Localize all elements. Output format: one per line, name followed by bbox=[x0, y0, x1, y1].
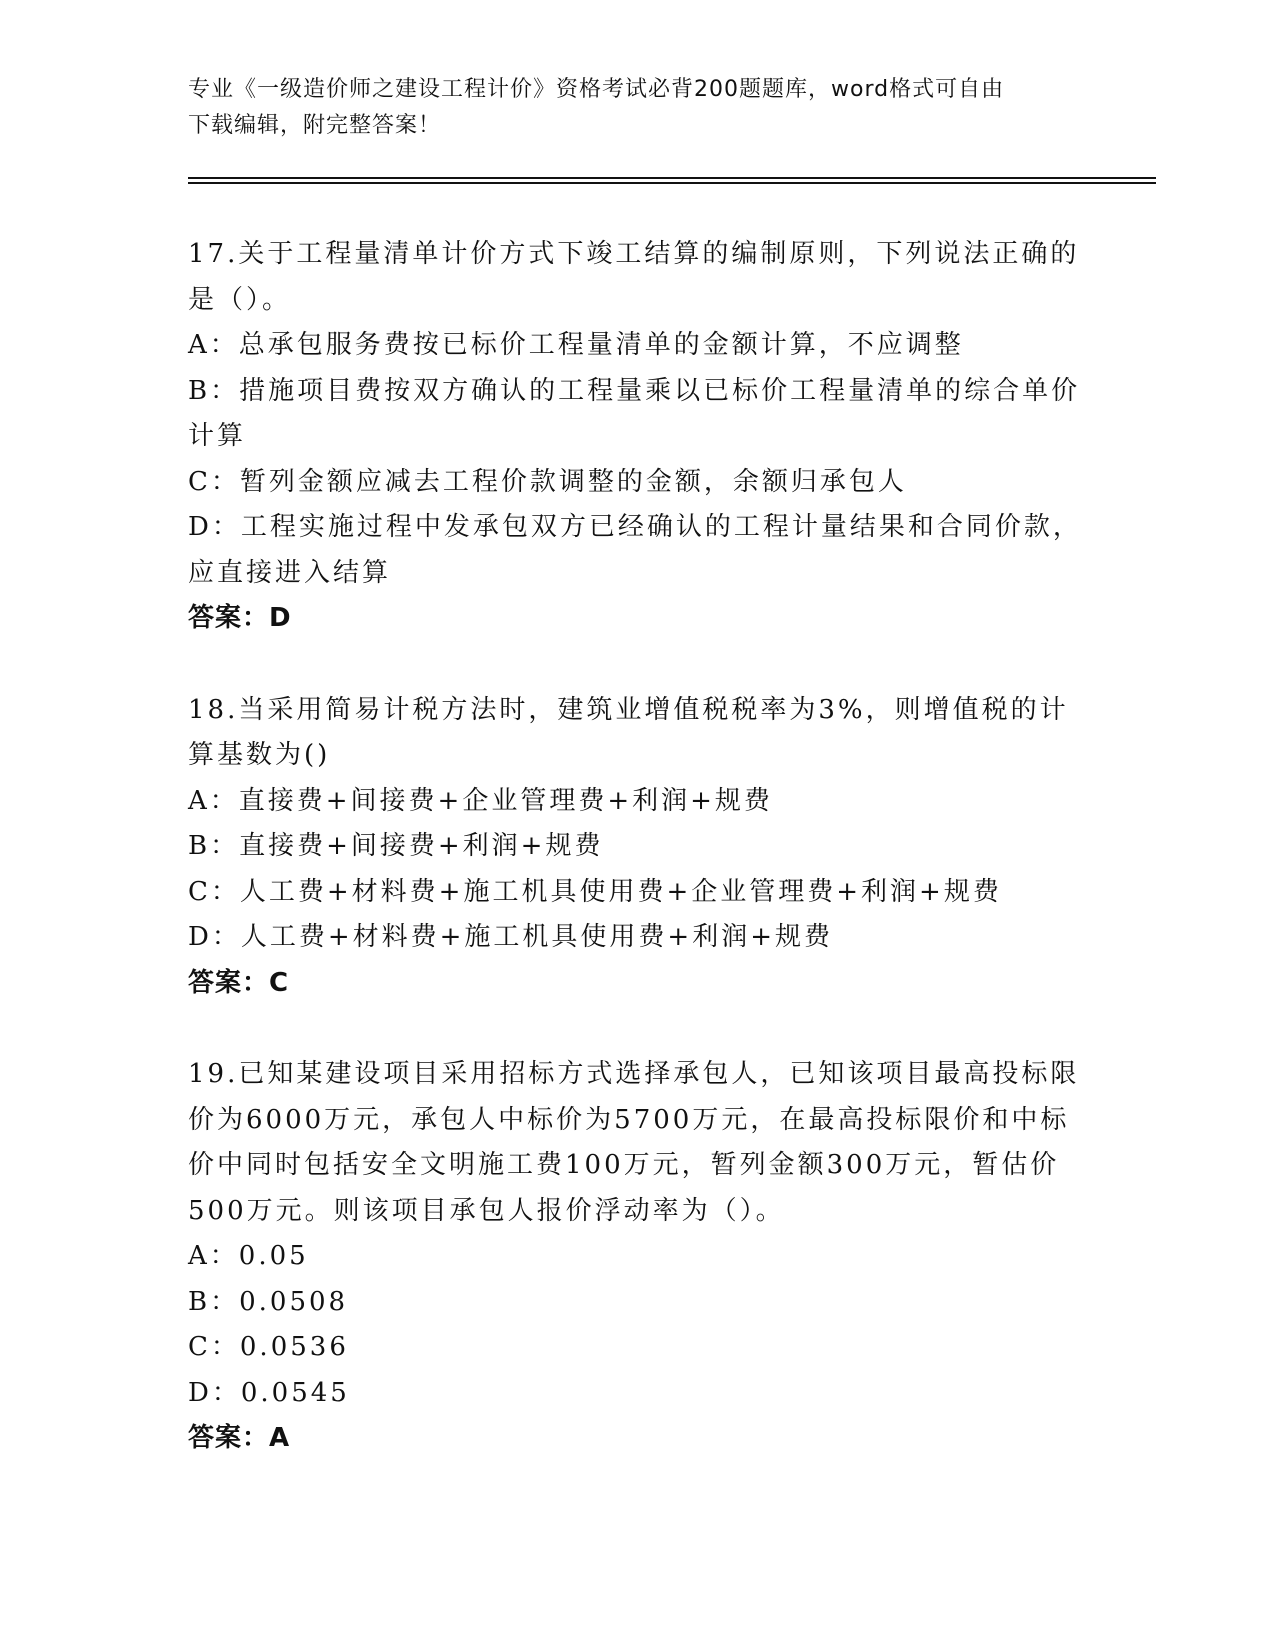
question-17 bbox=[188, 232, 1088, 642]
header-line-1: 专业《一级造价师之建设工程计价》资格考试必背200题题库，word格式可自由 bbox=[188, 77, 1005, 102]
question-stem-line: 算基数为() bbox=[188, 740, 331, 770]
question-stem-line: 18.当采用简易计税方法时，建筑业增值税税率为3%，则增值税的计 bbox=[188, 694, 1069, 725]
header-divider-bottom bbox=[188, 182, 1156, 184]
question-19 bbox=[188, 1052, 1088, 1462]
option-c: C：人工费+材料费+施工机具使用费+企业管理费+利润+规费 bbox=[188, 876, 1002, 907]
answer-label: 答案：D bbox=[188, 603, 292, 633]
question-stem-line: 500万元。则该项目承包人报价浮动率为（）。 bbox=[188, 1195, 785, 1226]
option-b-continued: 计算 bbox=[188, 421, 247, 451]
answer-label: 答案：A bbox=[188, 1423, 291, 1453]
option-d: D：0.0545 bbox=[188, 1377, 350, 1408]
option-c: C：0.0536 bbox=[188, 1332, 349, 1362]
question-18 bbox=[188, 688, 1088, 1007]
question-stem-line: 17.关于工程量清单计价方式下竣工结算的编制原则，下列说法正确的 bbox=[188, 239, 1080, 269]
document-header bbox=[188, 72, 1088, 144]
option-a: A：0.05 bbox=[188, 1241, 309, 1271]
option-a: A：总承包服务费按已标价工程量清单的金额计算，不应调整 bbox=[188, 330, 964, 360]
option-c: C：暂列金额应减去工程价款调整的金额，余额归承包人 bbox=[188, 466, 907, 497]
question-list bbox=[188, 232, 1088, 1508]
question-stem-line: 价中同时包括安全文明施工费100万元，暂列金额300万元，暂估价 bbox=[188, 1150, 1060, 1180]
option-d: D：人工费+材料费+施工机具使用费+利润+规费 bbox=[188, 922, 833, 952]
option-b: B：0.0508 bbox=[188, 1286, 349, 1317]
question-stem-line: 价为6000万元，承包人中标价为5700万元，在最高投标限价和中标 bbox=[188, 1104, 1070, 1135]
question-stem-line: 是（）。 bbox=[188, 284, 292, 315]
option-a: A：直接费+间接费+企业管理费+利润+规费 bbox=[188, 785, 773, 816]
option-b: B：措施项目费按双方确认的工程量乘以已标价工程量清单的综合单价 bbox=[188, 375, 1081, 406]
header-divider-top bbox=[188, 177, 1156, 179]
header-line-2: 下载编辑，附完整答案！ bbox=[188, 113, 442, 138]
option-d: D：工程实施过程中发承包双方已经确认的工程计量结果和合同价款， bbox=[188, 512, 1082, 542]
option-d-continued: 应直接进入结算 bbox=[188, 557, 392, 588]
option-b: B：直接费+间接费+利润+规费 bbox=[188, 831, 604, 861]
answer-label: 答案：C bbox=[188, 967, 290, 998]
question-stem-line: 19.已知某建设项目采用招标方式选择承包人，已知该项目最高投标限 bbox=[188, 1059, 1080, 1089]
